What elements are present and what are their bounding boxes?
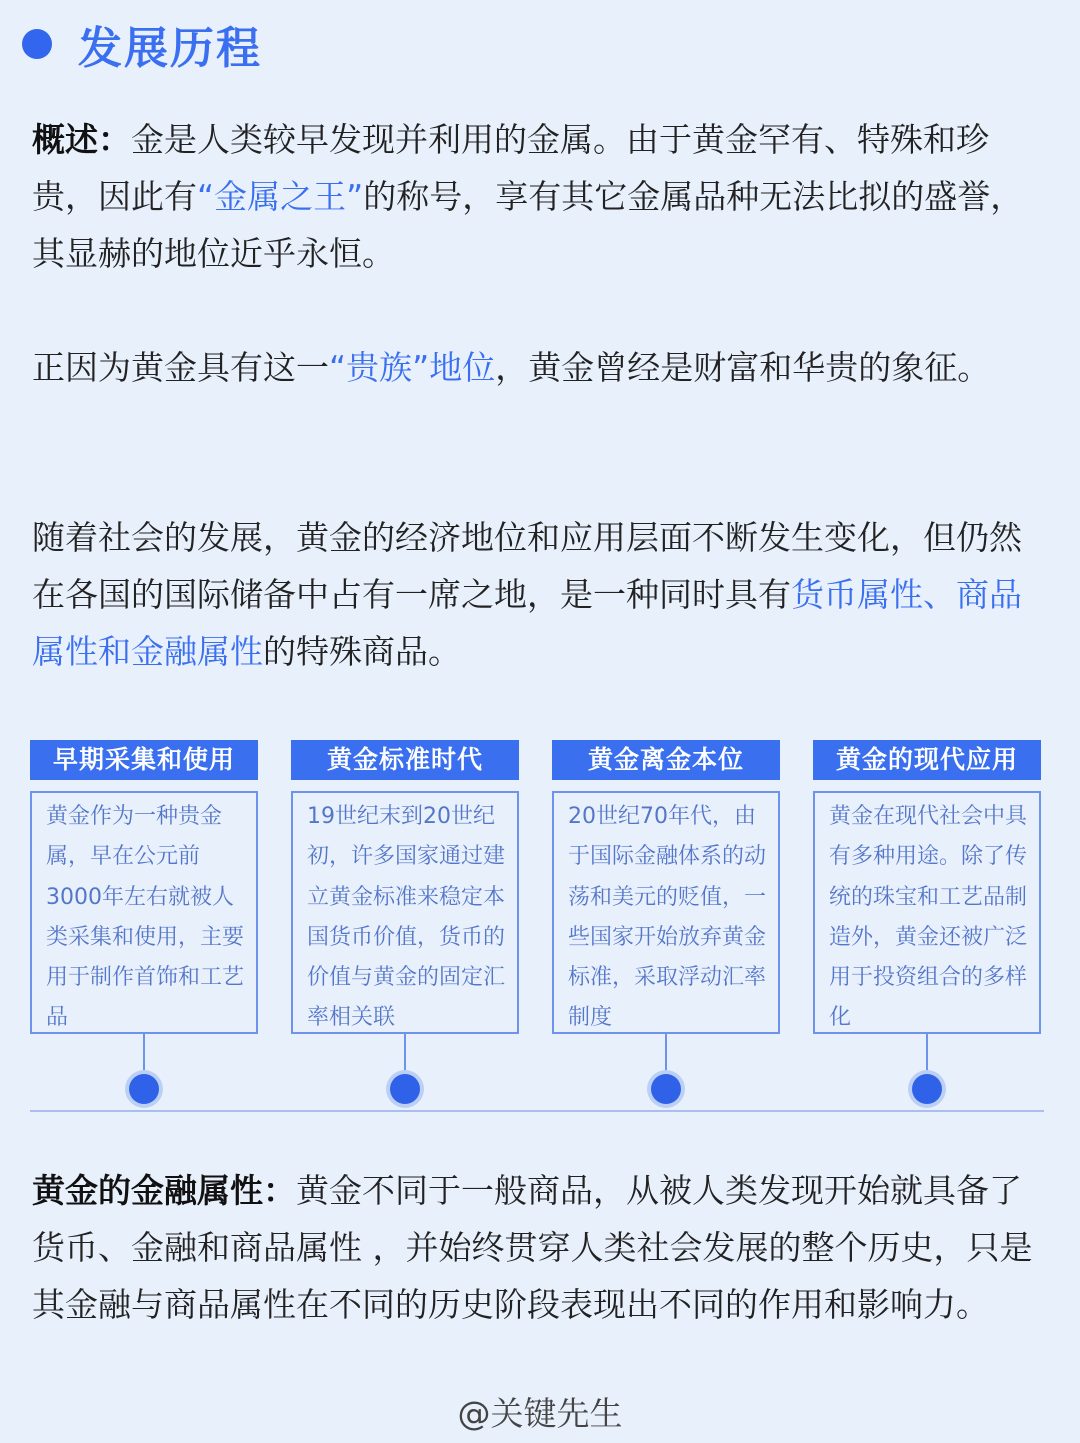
stage-description: 19世纪末到20世纪初，许多国家通过建立黄金标准来稳定本国货币价值，货币的价值与黄金的固定汇率相关联 [291,791,519,1034]
nobility-paragraph [32,339,1048,396]
stage-title: 黄金的现代应用 [813,740,1041,780]
para2-text-a: 正因为黄金具有这一 [32,348,329,387]
overview-text-a: 金是人类较早发现并利用的金属。由于黄金罕有、特殊和珍贵，因此有 [32,120,989,216]
connector-line [926,1034,928,1078]
page-title: 发展历程 [78,23,262,74]
timeline-dot-icon [129,1074,159,1104]
connector-line [665,1034,667,1078]
stage-description: 20世纪70年代，由于国际金融体系的动荡和美元的贬值，一些国家开始放弃黄金标准，采取浮动汇率制度 [552,791,780,1034]
timeline-stage [30,740,258,1034]
timeline-axis [30,1110,1044,1112]
connector-line [404,1034,406,1078]
overview-text-b: 的称号，享有其它金属品种无法比拟的盛誉，其显赫的地位近乎永恒。 [32,177,1024,273]
para2-highlight: “贵族”地位 [329,348,496,387]
author-watermark: @关键先生 [457,1394,623,1433]
overview-label: 概述： [32,120,131,159]
development-paragraph [32,509,1048,680]
overview-paragraph [32,111,1048,282]
para2-text-b: ，黄金曾经是财富和华贵的象征。 [495,348,991,387]
timeline-stage [291,740,519,1034]
connector-line [143,1034,145,1078]
financial-label: 黄金的金融属性： [32,1171,296,1210]
stage-description: 黄金作为一种贵金属，早在公元前3000年左右就被人类采集和使用，主要用于制作首饰和工艺品 [30,791,258,1034]
para3-text-a: 随着社会的发展，黄金的经济地位和应用层面不断发生变化，但仍然在各国的国际储备中占有一席之地，是一种同时具有 [32,518,1022,614]
overview-highlight: “金属之王” [197,177,364,216]
stage-title: 黄金离金本位 [552,740,780,780]
timeline-dot-icon [912,1074,942,1104]
timeline-dot-icon [651,1074,681,1104]
timeline-dot-icon [390,1074,420,1104]
para3-text-b: 的特殊商品。 [263,632,461,671]
section-header [22,12,262,76]
history-timeline [0,740,1080,1120]
stage-title: 黄金标准时代 [291,740,519,780]
financial-paragraph [32,1162,1048,1333]
timeline-stage [552,740,780,1034]
stage-title: 早期采集和使用 [30,740,258,780]
para3-highlight: 货币属性、商品属性和金融属性 [32,575,1022,671]
timeline-stage [813,740,1041,1034]
stage-description: 黄金在现代社会中具有多种用途。除了传统的珠宝和工艺品制造外，黄金还被广泛用于投资组合的多样化 [813,791,1041,1034]
financial-text: 黄金不同于一般商品，从被人类发现开始就具备了货币、金融和商品属性 ，并始终贯穿人类社会发展的整个历史，只是其金融与商品属性在不同的历史阶段表现出不同的作用和影响力。 [32,1171,1033,1324]
bullet-dot-icon [22,29,52,59]
